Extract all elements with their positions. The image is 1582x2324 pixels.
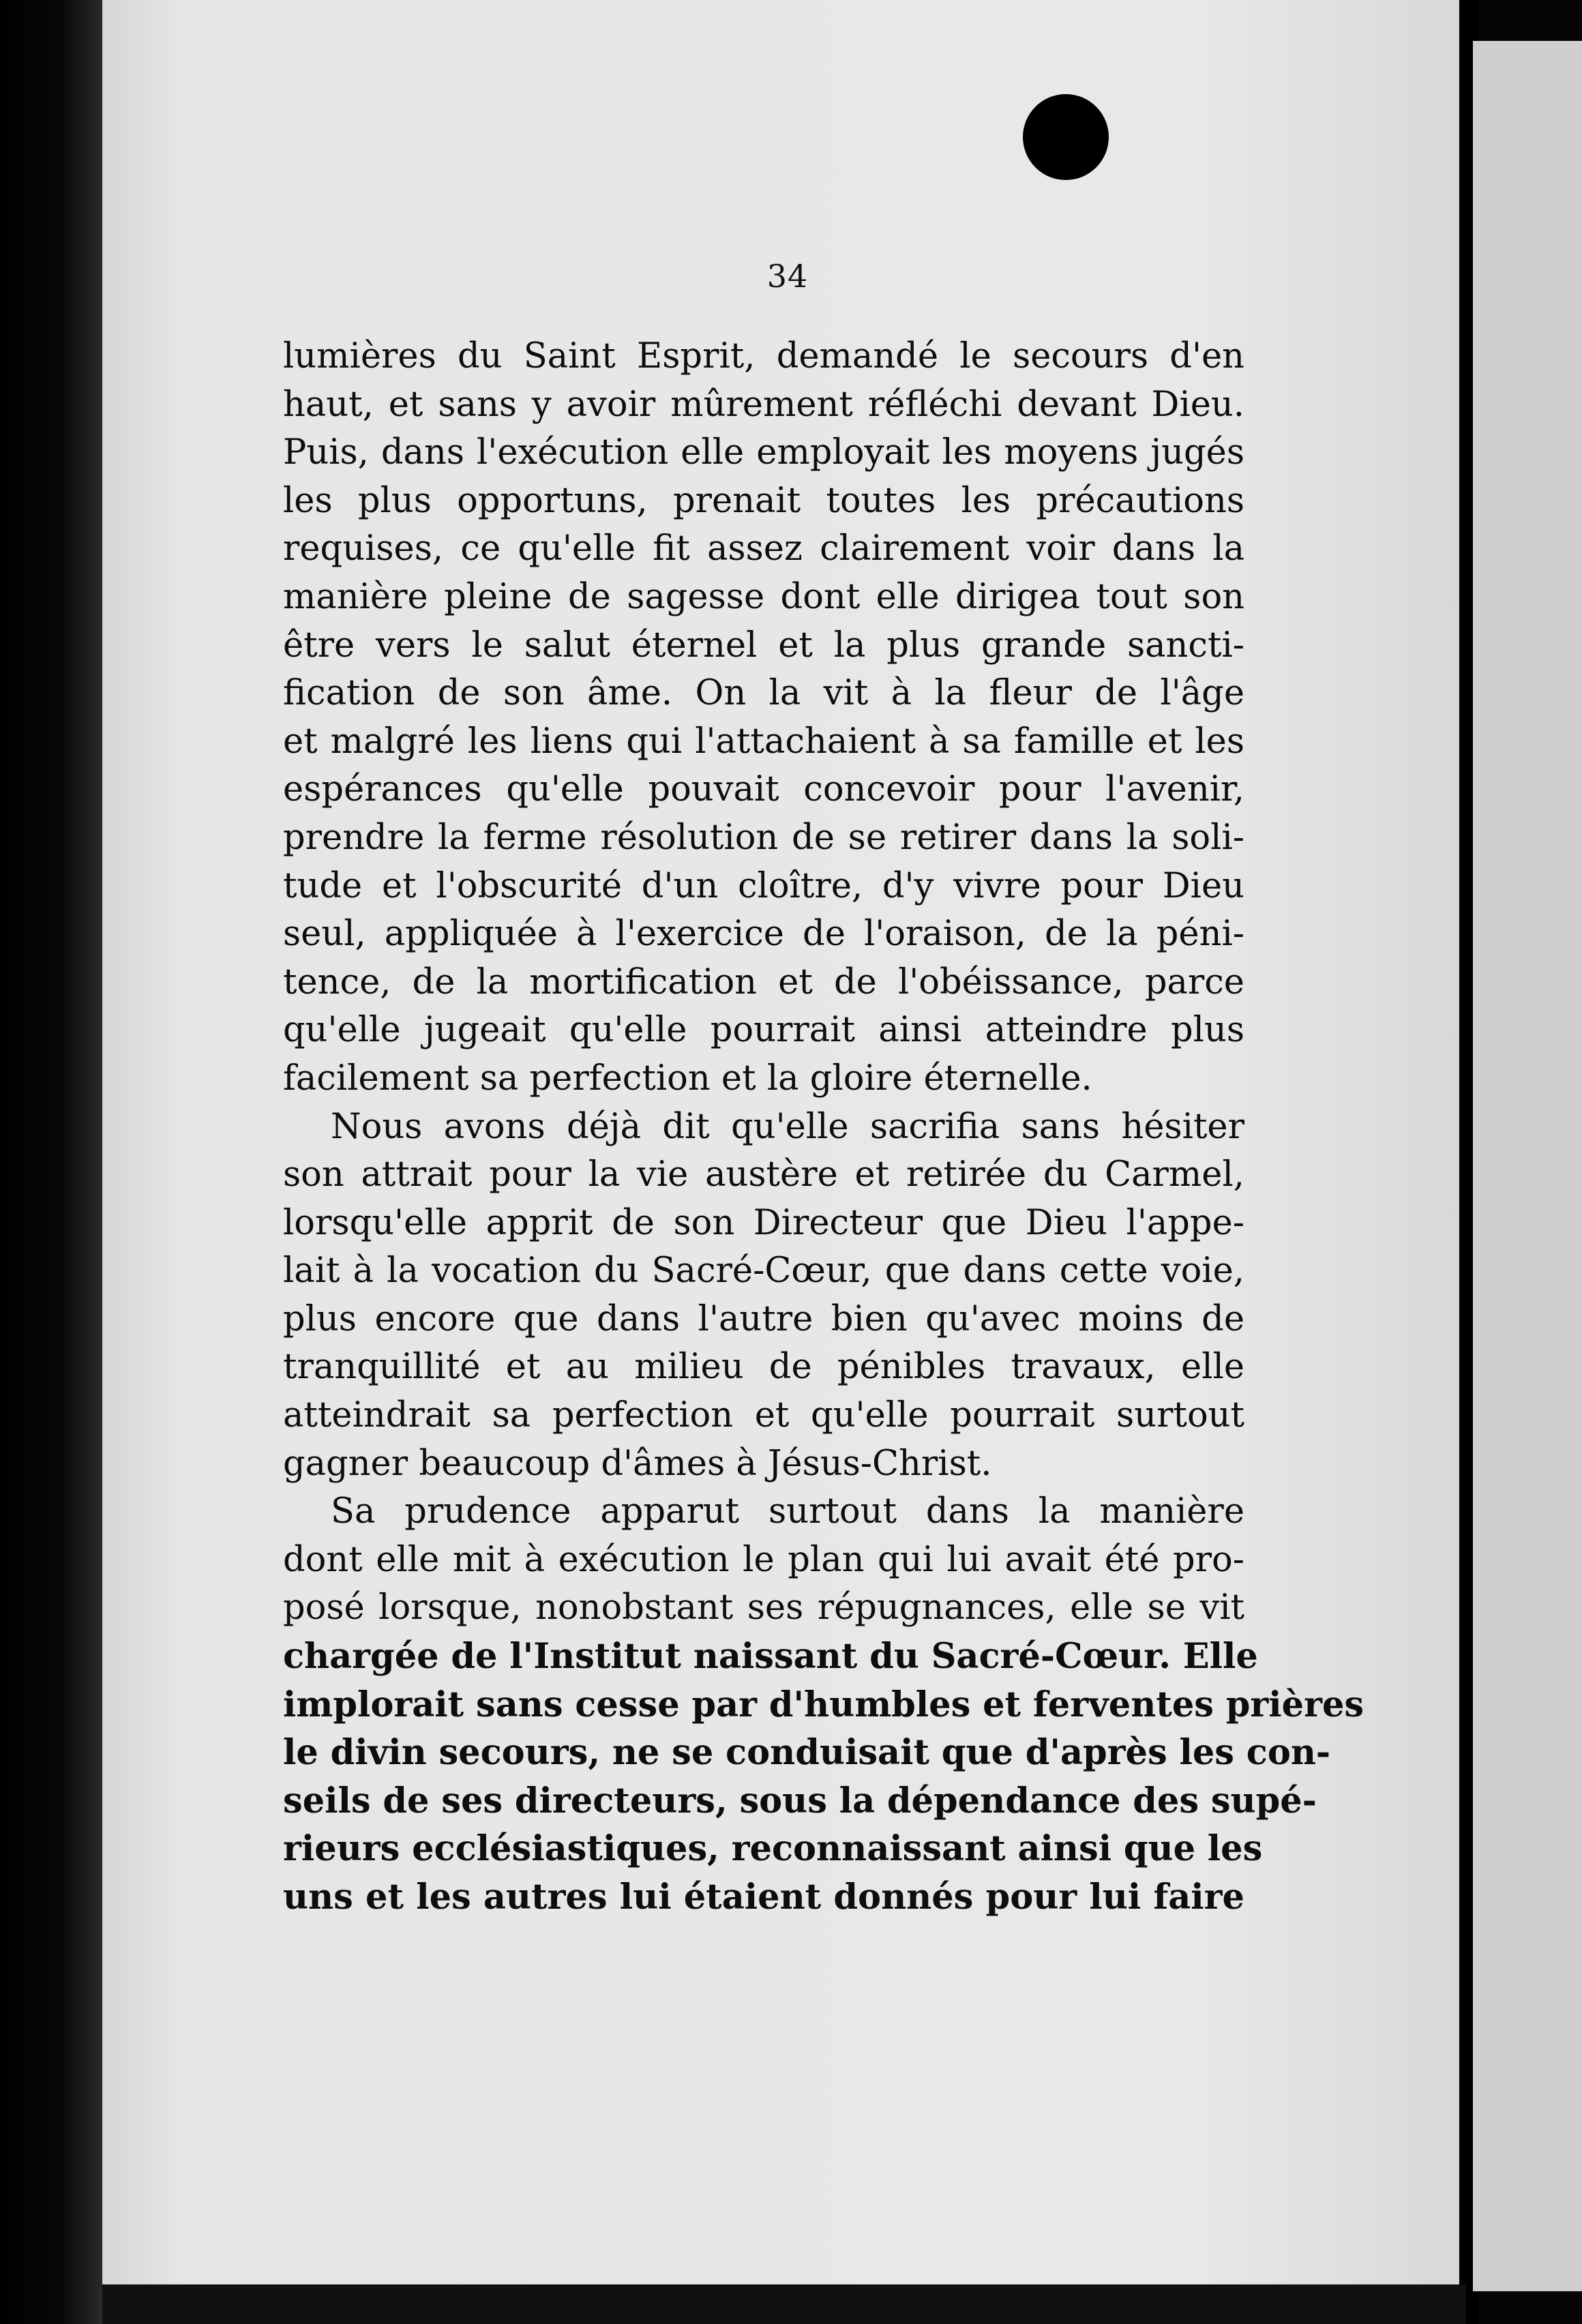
- text-line: chargée de l'Institut naissant du Sacré-Cœur. Elle: [283, 1636, 1258, 1678]
- binding-shadow: [0, 0, 102, 2324]
- punch-hole: [1023, 94, 1109, 180]
- next-page-edge: [1473, 41, 1582, 2291]
- text-line: les plus opportuns, prenait toutes les précautions: [283, 480, 1244, 521]
- text-line: espérances qu'elle pouvait concevoir pour l'avenir,: [283, 769, 1244, 810]
- text-line: seul, appliquée à l'exercice de l'oraison, de la péni-: [283, 914, 1244, 955]
- text-line: fication de son âme. On la vit à la fleur de l'âge: [283, 673, 1244, 714]
- text-line: dont elle mit à exécution le plan qui lui avait été pro-: [283, 1539, 1244, 1580]
- text-line: et malgré les liens qui l'attachaient à sa famille et les: [283, 721, 1244, 762]
- text-line: Nous avons déjà dit qu'elle sacrifia sans hésiter: [331, 1106, 1244, 1147]
- text-line: qu'elle jugeait qu'elle pourrait ainsi atteindre plus: [283, 1010, 1244, 1051]
- text-line: atteindrait sa perfection et qu'elle pourrait surtout: [283, 1395, 1244, 1436]
- text-line: uns et les autres lui étaient donnés pour lui faire: [283, 1877, 1244, 1918]
- text-line: prendre la ferme résolution de se retirer dans la soli-: [283, 817, 1244, 858]
- text-line: le divin secours, ne se conduisait que d'après les con-: [283, 1732, 1331, 1774]
- text-line: seils de ses directeurs, sous la dépendance des supé-: [283, 1780, 1317, 1821]
- text-line: tranquillité et au milieu de pénibles travaux, elle: [283, 1347, 1244, 1388]
- bottom-edge: [102, 2284, 1466, 2324]
- text-line: être vers le salut éternel et la plus grande sancti-: [283, 625, 1244, 666]
- body-text: [283, 333, 1364, 1922]
- text-line: tude et l'obscurité d'un cloître, d'y vivre pour Dieu: [283, 865, 1244, 906]
- text-line: haut, et sans y avoir mûrement réfléchi devant Dieu.: [283, 384, 1244, 425]
- text-line: son attrait pour la vie austère et retirée du Carmel,: [283, 1154, 1244, 1195]
- text-line: tence, de la mortification et de l'obéissance, parce: [283, 962, 1244, 1002]
- text-line: Puis, dans l'exécution elle employait les moyens jugés: [283, 432, 1244, 473]
- page-number: 34: [766, 258, 809, 295]
- text-line: facilement sa perfection et la gloire éternelle.: [283, 1058, 1092, 1099]
- text-line: lorsqu'elle apprit de son Directeur que Dieu l'appe-: [283, 1202, 1244, 1243]
- text-line: gagner beaucoup d'âmes à Jésus-Christ.: [283, 1443, 992, 1484]
- text-line: requises, ce qu'elle fit assez clairement voir dans la: [283, 528, 1244, 569]
- text-line: lumières du Saint Esprit, demandé le secours d'en: [283, 336, 1244, 376]
- text-line: lait à la vocation du Sacré-Cœur, que dans cette voie,: [283, 1251, 1244, 1292]
- text-line: posé lorsque, nonobstant ses répugnances, elle se vit: [283, 1588, 1244, 1628]
- text-line: implorait sans cesse par d'humbles et ferventes prières: [283, 1684, 1364, 1725]
- text-line: manière pleine de sagesse dont elle dirigea tout son: [283, 576, 1244, 617]
- text-line: rieurs ecclésiastiques, reconnaissant ainsi que les: [283, 1828, 1263, 1870]
- text-line: Sa prudence apparut surtout dans la manière: [331, 1491, 1244, 1532]
- text-line: plus encore que dans l'autre bien qu'avec moins de: [283, 1298, 1244, 1339]
